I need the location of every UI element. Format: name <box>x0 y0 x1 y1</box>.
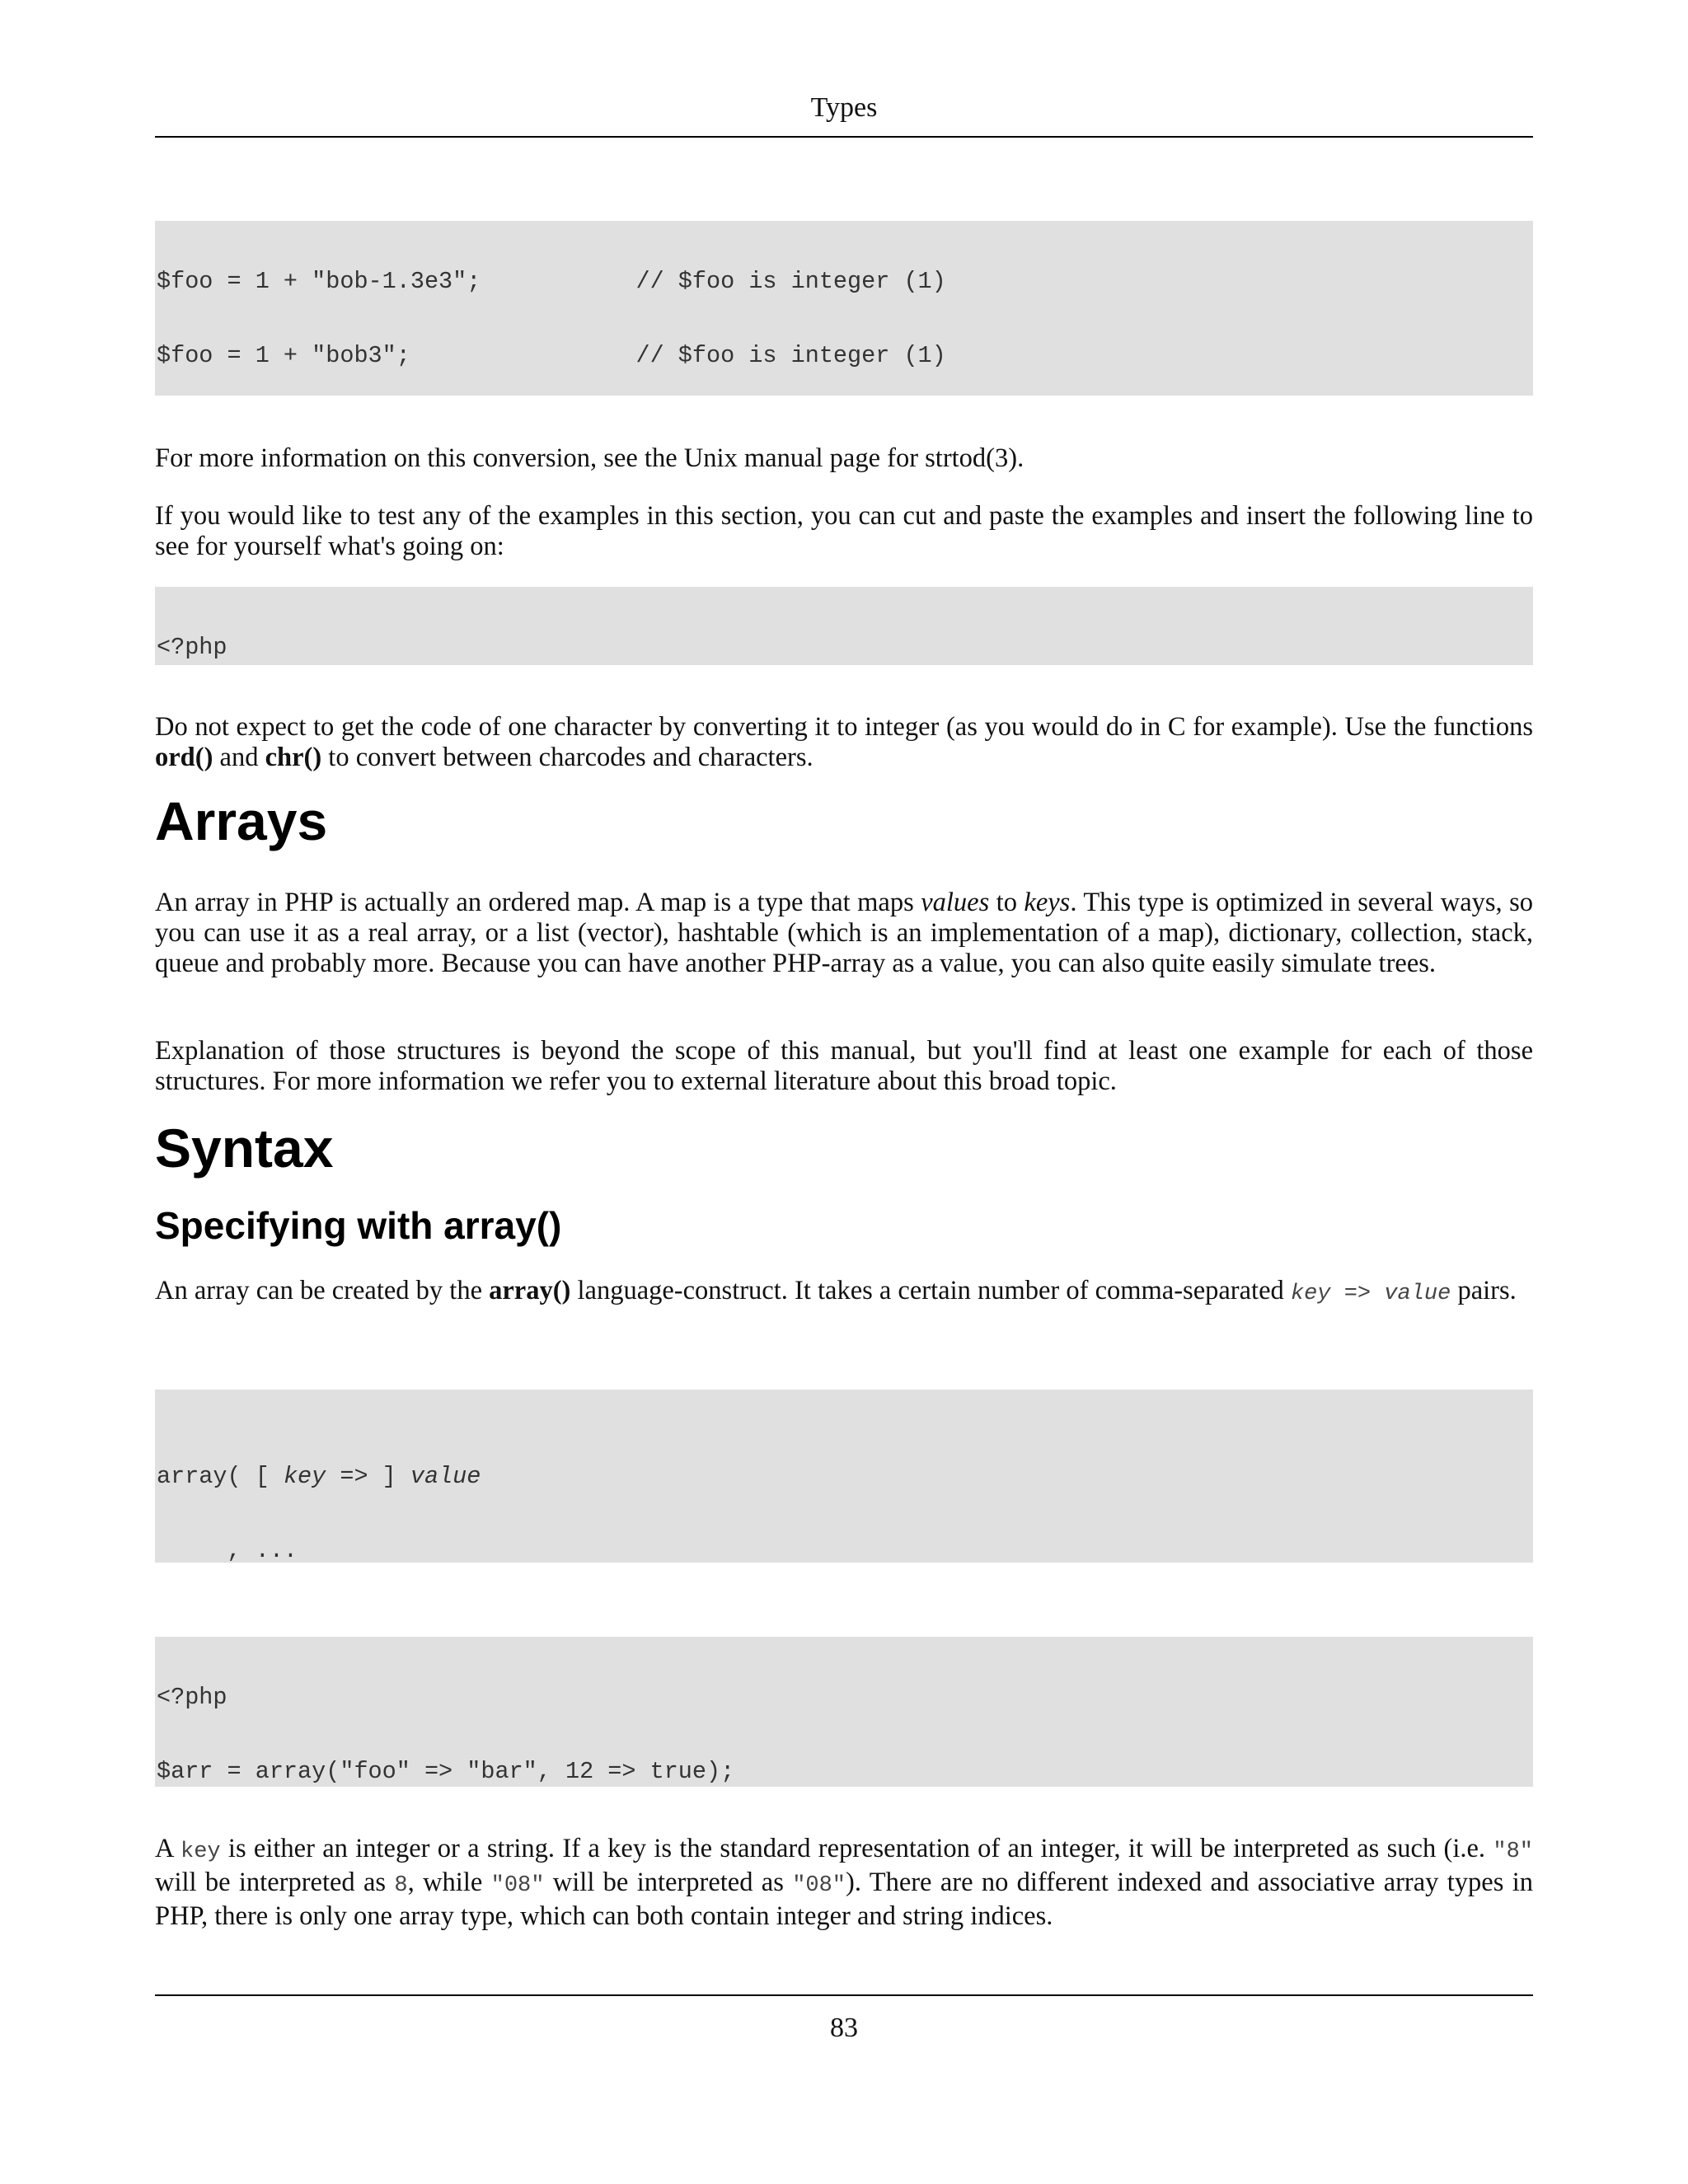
code-key: key <box>181 1840 221 1864</box>
code-line: , ... <box>157 1536 298 1563</box>
text-run: ). There are no different indexed and associative array types in PHP, there is only one array type, which can both contain integer and string indices. <box>155 1867 1533 1931</box>
function-ord: ord() <box>155 742 213 772</box>
text-run: to convert between charcodes and characters. <box>321 742 814 772</box>
text-run: A <box>155 1834 181 1863</box>
code-string-08: "08" <box>490 1872 545 1898</box>
text-run: An array in PHP is actually an ordered map. A map is a type that maps <box>155 888 921 917</box>
code-block-gettype <box>155 587 1533 665</box>
heading-specifying-with-array: Specifying with array() <box>155 1204 562 1247</box>
page-number: 83 <box>830 2013 858 2043</box>
header-rule <box>155 136 1533 138</box>
text-run: An array can be created by the <box>155 1276 490 1305</box>
code-line: $arr = array("foo" => "bar", 12 => true); <box>157 1757 735 1785</box>
text-run: will be interpreted as <box>155 1867 395 1897</box>
paragraph-strtod: For more information on this conversion, see the Unix manual page for strtod(3). <box>155 443 1025 473</box>
heading-arrays: Arrays <box>155 790 328 851</box>
text-run: , while <box>407 1867 491 1897</box>
code-arrow: => <box>1330 1282 1385 1306</box>
emphasis-values: values <box>921 888 990 917</box>
text-run: . This type is optimized in several ways, so you can use it as a real array, or a list (vector), hashtable (which is an implementation of a map), dictionary, collection, stack, queue and probably more. Because you can have another PHP-array as a value, you can also quite easily simulate trees. <box>155 888 1534 978</box>
text-run: is either an integer or a string. If a key is the standard representation of an integer, it will be interpreted as such (i.e. <box>220 1834 1493 1863</box>
code-key: key <box>1290 1282 1331 1306</box>
code-value: value <box>1384 1282 1451 1306</box>
paragraph-key-types <box>155 1834 1533 1931</box>
code-text: => ] <box>326 1463 410 1491</box>
paragraph-arrays-scope: Explanation of those structures is beyond the scope of this manual, but you'll find at least one example for each of those structures. For more information we refer you to external literature about this broad topic. <box>155 1036 1533 1096</box>
text-run: and <box>213 742 265 772</box>
code-line: <?php <box>157 1684 227 1712</box>
footer-rule <box>155 1994 1533 1996</box>
text-run: pairs. <box>1451 1276 1517 1305</box>
code-string-08: "08" <box>792 1872 846 1898</box>
code-block-array-synopsis <box>155 1390 1533 1563</box>
paragraph-test-examples: If you would like to test any of the examples in this section, you can cut and paste the examples and insert the following line to see for yourself what's going on: <box>155 501 1533 561</box>
heading-syntax: Syntax <box>155 1118 334 1179</box>
code-block-string-conversion <box>155 221 1533 396</box>
code-line <box>157 1465 1531 1489</box>
text-run: will be interpreted as <box>544 1867 793 1897</box>
code-block-array-example <box>155 1637 1533 1787</box>
function-chr: chr() <box>265 742 322 772</box>
running-header: Types <box>810 92 878 123</box>
code-value: value <box>410 1463 481 1491</box>
function-array: array() <box>489 1276 571 1305</box>
paragraph-array-construct <box>155 1276 1533 1310</box>
emphasis-keys: keys <box>1024 888 1071 917</box>
text-run: language-construct. It takes a certain number of comma-separated <box>570 1276 1291 1305</box>
text-run: to <box>989 888 1025 917</box>
code-key: key <box>283 1463 326 1491</box>
code-line: <?php <box>157 634 227 662</box>
code-text: array( [ <box>157 1463 284 1491</box>
text-run: Do not expect to get the code of one character by converting it to integer (as you would do in C for example). Use the functions <box>155 712 1533 742</box>
paragraph-ord-chr <box>155 712 1533 773</box>
code-line: $foo = 1 + "bob-1.3e3"; // $foo is integer (1) <box>157 268 946 296</box>
code-line: $foo = 1 + "bob3"; // $foo is integer (1) <box>157 341 946 369</box>
paragraph-arrays-intro <box>155 888 1533 978</box>
code-int-8: 8 <box>394 1872 408 1898</box>
code-string-8: "8" <box>1493 1840 1533 1864</box>
